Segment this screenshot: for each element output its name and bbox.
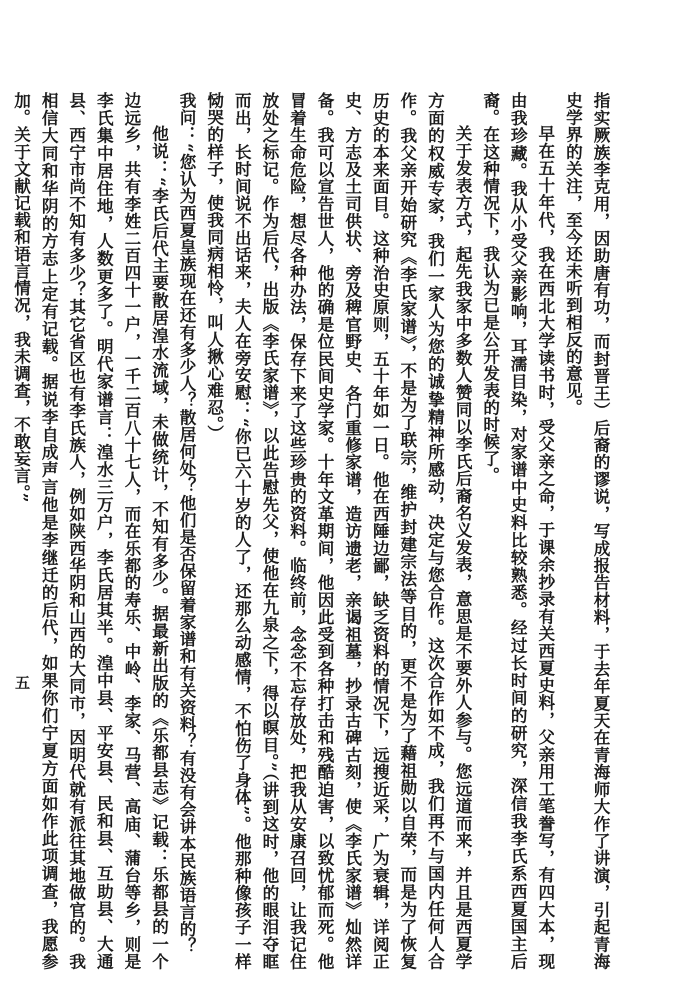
paragraph-4: 我问：“您认为西夏皇族现在还有多少人？散居何处？他们是否保留着家谱和有关资料？有没有会讲本民族语言的？ [177,92,198,955]
paragraph-1: 指实厥族李克用，因助唐有功，而封晋王）后裔的谬说，写成报告材料，于去年夏天在青海师大作了讲演，引起青海史学界的关注，至今还未听到相反的意见。 [563,92,611,970]
paragraph-2: 早在五十年代，我在西北大学读书时，受父亲之命，于课余抄录有关西夏史料，父亲用工笔誊写，有四大本，现由我珍藏。我从小受父亲影响，耳濡目染，对家谱中史料比较熟悉。经过长时间的研究，深信我李氏系西夏国主后裔。在这种情况下，我认为已是公开发表的时候了。 [480,92,556,970]
paragraph-3: 关于发表方式，起先我家中多数人赞同以李氏后裔名义发表，意思是不要外人参与。您远道而来，并且是西夏学方面的权威专家，我们一家人为您的诚挚精神所感动，决定与您合作。这次合作如不成，我们再不与国内任何人合作。我父亲开始研究《李氏家谱》，不是为了联宗，维护封建宗法等目的，更不是为了藉祖勋以自荣，而是为了恢复历史的本来面目。这种治史原则，五十年如一日。他在西陲边鄙，缺乏资料的情况下，远搜近采，广为衰辑，详阅正史、方志及土司供状、旁及稗官野史、各门重修家谱，造访遗老，亲谒祖墓，抄录古碑古刻，使《李氏家谱》灿然详备。我可以宣告世人，他的确是位民间史学家。十年文革期间，他因此受到各种打击和残酷迫害，以致忧郁而死。他冒着生命危险，想尽各种办法，保存下来了这些珍贵的资料。临终前，念念不忘存放处，把我从安康召回，让我记住放处之标记。作为后代，出版《李氏家谱》，以此告慰先父，使他在九泉之下，得以瞑目。”（讲到这时，他的眼泪夺眶而出，长时间说不出话来，夫人在旁安慰：“你已六十岁的人了，还那么动感情，不怕伤了身体”。他那种像孩子一样恸哭的样子，使我同病相怜，叫人揪心难忍。） [204,92,474,970]
paragraph-5: 他说：“李氏后代主要散居湟水流域，未做统计，不知有多少。据最新出版的《乐都县志》记载：乐都县的一个边远乡，共有李姓二百四十一户，一千二百八十七人，而在乐都的寿乐、中岭、李家、马营、高庙、蒲台等乡，则是李氏集中居住地，人数更多了。明代家谱言：湟水三万户，李氏居其半。湟中县、平安县、民和县、互助县、大通县、西宁市尚不知有多少？其它省区也有李氏族人，例如陕西华阴和山西的大同市，因明代就有派往其地做官的。我相信大同和华阴的方志上定有记载。据说李自成声言他是李继迁的后代，如果你们宁夏方面如作此项调查，我愿参加。关于文献记载和语言情况，我未调查，不敢妄言。” [11,92,170,970]
page-number: 五 [13,675,31,690]
vertical-text-block [7,92,614,970]
